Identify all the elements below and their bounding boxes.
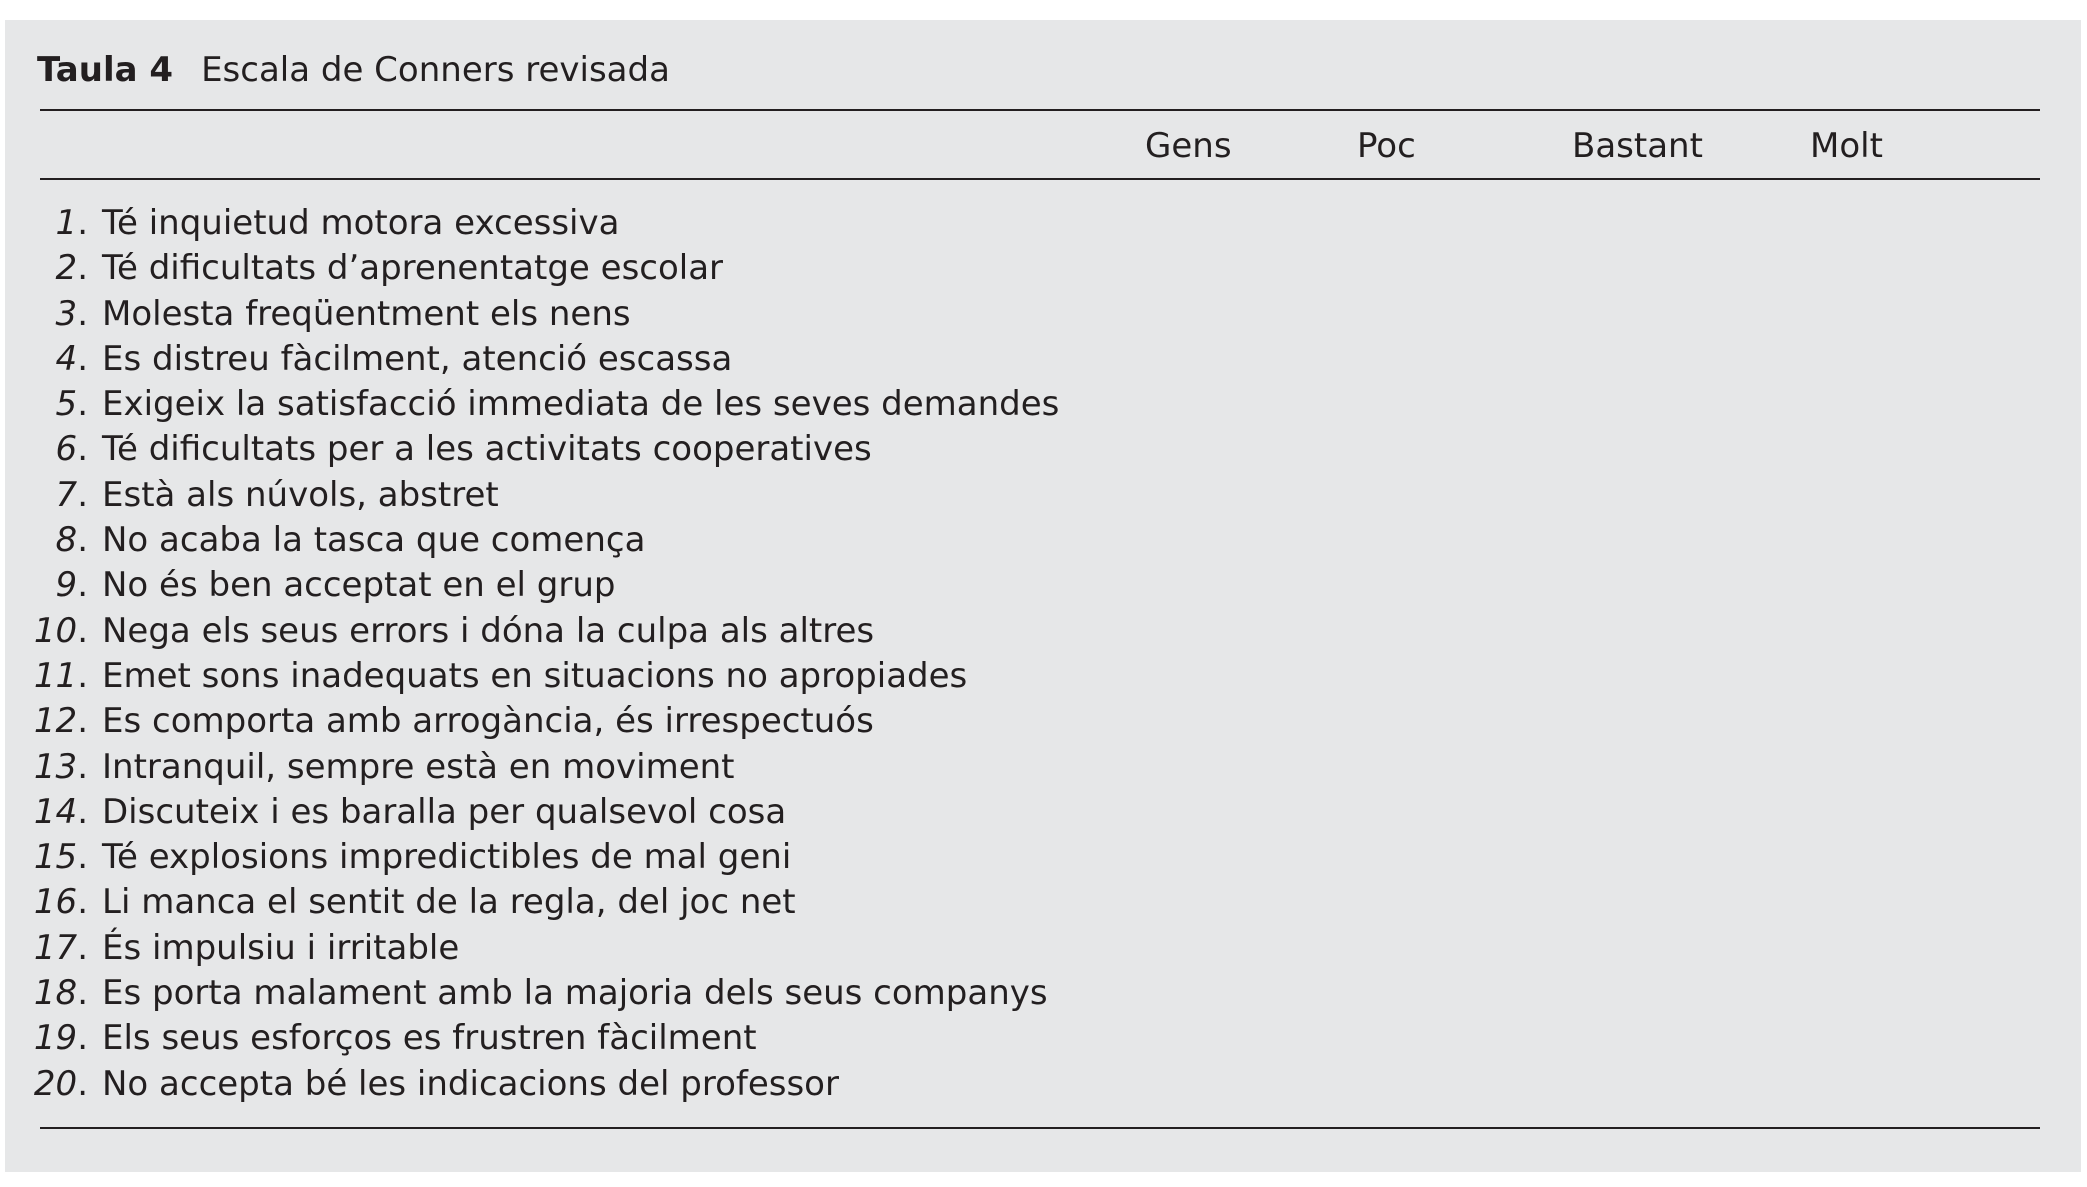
item-number-dot: . xyxy=(77,520,88,561)
item-number-dot: . xyxy=(77,338,88,379)
table-label: Taula 4 xyxy=(37,50,174,90)
item-number xyxy=(0,429,88,469)
item-number-value: 8 xyxy=(55,520,78,561)
item-number-value: 14 xyxy=(33,791,78,832)
item-number-value: 2 xyxy=(55,248,78,289)
item-number xyxy=(0,520,88,560)
bottom-rule xyxy=(40,1127,2040,1129)
item-number-dot: . xyxy=(77,973,88,1014)
item-number xyxy=(0,203,88,243)
item-text: Exigeix la satisfacció immediata de les seves demandes xyxy=(102,384,1060,425)
table-title: Escala de Conners revisada xyxy=(201,50,670,90)
item-number-value: 10 xyxy=(33,610,78,651)
item-number xyxy=(0,792,88,832)
item-number-dot: . xyxy=(77,1063,88,1104)
item-text: No és ben acceptat en el grup xyxy=(102,565,616,606)
item-text: Discuteix i es baralla per qualsevol cosa xyxy=(102,791,787,832)
column-header-bastant: Bastant xyxy=(1572,126,1703,166)
item-number-value: 6 xyxy=(55,429,78,470)
item-text: És impulsiu i irritable xyxy=(102,927,460,968)
item-text: Té inquietud motora excessiva xyxy=(102,203,620,243)
item-number xyxy=(0,747,88,787)
item-text: No acaba la tasca que comença xyxy=(102,520,646,561)
item-text: Es porta malament amb la majoria dels seus companys xyxy=(102,973,1048,1014)
item-number-dot: . xyxy=(77,293,88,334)
item-number xyxy=(0,339,88,379)
item-text: Emet sons inadequats en situacions no apropiades xyxy=(102,655,968,696)
item-number xyxy=(0,837,88,877)
item-number xyxy=(0,701,88,741)
item-number-dot: . xyxy=(77,655,88,696)
item-number-value: 12 xyxy=(33,701,78,742)
item-number-dot: . xyxy=(77,384,88,425)
item-text: No accepta bé les indicacions del professor xyxy=(102,1063,839,1104)
item-number-value: 13 xyxy=(33,746,78,787)
item-number xyxy=(0,928,88,968)
item-text: Molesta freqüentment els nens xyxy=(102,293,631,334)
item-number-dot: . xyxy=(77,746,88,787)
item-number xyxy=(0,1064,88,1104)
item-text: Nega els seus errors i dóna la culpa als altres xyxy=(102,610,875,651)
item-text: Li manca el sentit de la regla, del joc net xyxy=(102,882,796,923)
item-text: Es distreu fàcilment, atenció escassa xyxy=(102,338,733,379)
column-header-molt: Molt xyxy=(1810,126,1883,166)
item-number xyxy=(0,611,88,651)
table-caption xyxy=(37,50,670,90)
item-number-dot: . xyxy=(77,1018,88,1059)
item-number-value: 19 xyxy=(33,1018,78,1059)
header-rule xyxy=(40,178,2040,180)
item-number-value: 18 xyxy=(33,973,78,1014)
item-text: Té dificultats d’aprenentatge escolar xyxy=(102,248,724,289)
item-number-value: 1 xyxy=(55,203,78,243)
item-number-value: 7 xyxy=(55,474,78,515)
item-number xyxy=(0,475,88,515)
item-number xyxy=(0,565,88,605)
item-number-dot: . xyxy=(77,927,88,968)
item-number-value: 9 xyxy=(55,565,78,606)
item-number-value: 11 xyxy=(33,655,78,696)
item-number-dot: . xyxy=(77,791,88,832)
item-number-dot: . xyxy=(77,701,88,742)
item-number-dot: . xyxy=(77,882,88,923)
item-text: Està als núvols, abstret xyxy=(102,474,499,515)
item-text: Els seus esforços es frustren fàcilment xyxy=(102,1018,757,1059)
item-number-value: 16 xyxy=(33,882,78,923)
item-number xyxy=(0,656,88,696)
item-number xyxy=(0,294,88,334)
item-text: Té dificultats per a les activitats cooperatives xyxy=(102,429,872,470)
item-number xyxy=(0,248,88,288)
column-header-poc: Poc xyxy=(1357,126,1416,166)
item-number-value: 4 xyxy=(55,338,78,379)
item-number-value: 17 xyxy=(33,927,78,968)
item-text: Intranquil, sempre està en moviment xyxy=(102,746,735,787)
item-number xyxy=(0,882,88,922)
item-number-value: 3 xyxy=(55,293,78,334)
item-text: Es comporta amb arrogància, és irrespectuós xyxy=(102,701,874,742)
item-number-dot: . xyxy=(77,474,88,515)
column-header-gens: Gens xyxy=(1145,126,1232,166)
item-text: Té explosions impredictibles de mal geni xyxy=(102,837,792,878)
item-number-dot: . xyxy=(77,203,88,243)
top-rule xyxy=(40,109,2040,111)
item-number-value: 5 xyxy=(55,384,78,425)
item-number-value: 20 xyxy=(33,1063,78,1104)
item-number-dot: . xyxy=(77,429,88,470)
item-number-value: 15 xyxy=(33,837,78,878)
item-number-dot: . xyxy=(77,565,88,606)
item-number-dot: . xyxy=(77,610,88,651)
item-number-dot: . xyxy=(77,837,88,878)
item-number xyxy=(0,384,88,424)
item-number xyxy=(0,1018,88,1058)
item-number xyxy=(0,973,88,1013)
item-number-dot: . xyxy=(77,248,88,289)
